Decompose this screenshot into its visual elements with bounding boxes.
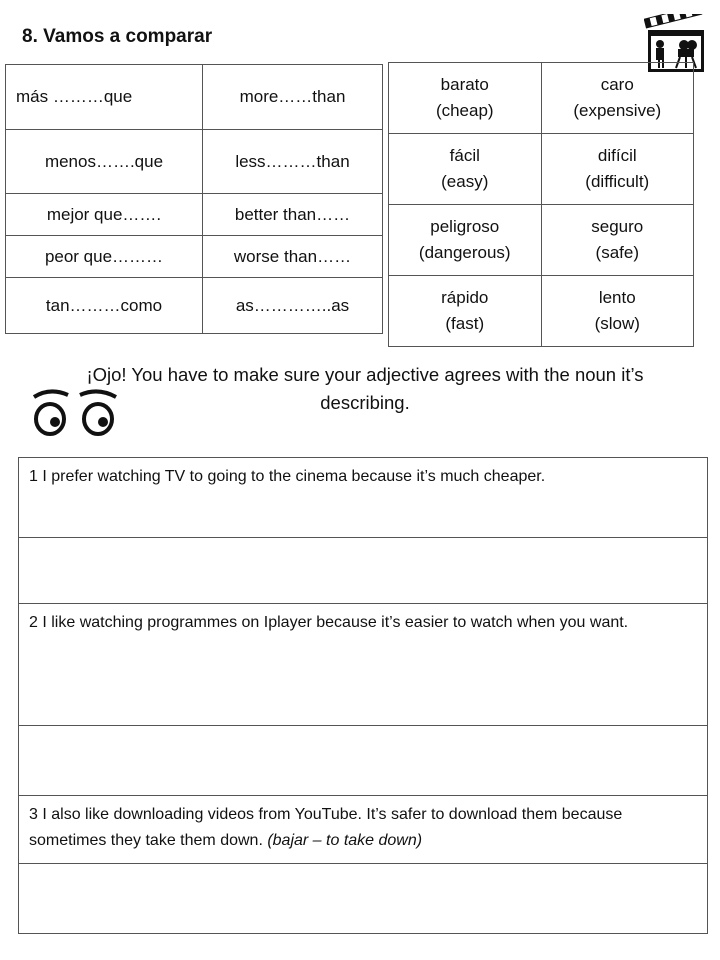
adjective-en: (easy) xyxy=(441,172,489,191)
worksheet-title: 8. Vamos a comparar xyxy=(22,26,213,47)
answer-box[interactable] xyxy=(19,726,708,796)
adjective-cell xyxy=(541,63,693,134)
adjective-cell xyxy=(389,205,542,276)
comparative-en: better than…… xyxy=(203,194,383,236)
comparatives-table xyxy=(5,64,383,334)
adjective-es: difícil xyxy=(597,146,637,165)
comparative-es: peor que……… xyxy=(6,236,203,278)
translation-exercises xyxy=(18,457,708,934)
exercise-prompt: 1 I prefer watching TV to going to the cinema because it’s much cheaper. xyxy=(19,458,708,538)
adjective-cell xyxy=(389,134,542,205)
adjective-en: (fast) xyxy=(445,314,485,333)
adjective-en: (safe) xyxy=(595,243,639,262)
comparative-es: más ………que xyxy=(6,65,203,130)
adjective-cell xyxy=(541,276,693,347)
adjective-cell xyxy=(541,205,693,276)
comparative-en: as…………..as xyxy=(203,278,383,334)
adjective-en: (expensive) xyxy=(573,101,662,120)
adjective-en: (dangerous) xyxy=(418,243,511,262)
exercise-prompt xyxy=(19,796,708,864)
eyes-icon xyxy=(28,387,122,439)
adjective-cell xyxy=(389,63,542,134)
adjective-es: caro xyxy=(600,75,634,94)
adjective-es: barato xyxy=(440,75,489,94)
adjective-cell xyxy=(389,276,542,347)
adjective-en: (cheap) xyxy=(435,101,494,120)
adjective-en: (slow) xyxy=(594,314,640,333)
adjectives-table xyxy=(388,62,694,347)
adjective-es: fácil xyxy=(449,146,480,165)
adjective-es: rápido xyxy=(441,288,489,307)
comparative-es: tan………como xyxy=(6,278,203,334)
adjective-es: seguro xyxy=(591,217,644,236)
exercise-note: (bajar – to take down) xyxy=(267,832,423,849)
comparative-es: mejor que……. xyxy=(6,194,203,236)
exercise-prompt: 2 I like watching programmes on Iplayer because it’s easier to watch when you want. xyxy=(19,604,708,726)
comparative-en: less………than xyxy=(203,130,383,194)
comparative-en: more……than xyxy=(203,65,383,130)
adjective-en: (difficult) xyxy=(585,172,650,191)
comparative-en: worse than…… xyxy=(203,236,383,278)
adjective-cell xyxy=(541,134,693,205)
comparative-es: menos…….que xyxy=(6,130,203,194)
answer-box[interactable] xyxy=(19,864,708,934)
adjective-es: lento xyxy=(598,288,636,307)
exercise-text: 3 I also like downloading videos from YouTube. It’s safer to download them because sometimes they take them down. xyxy=(29,806,623,849)
answer-box[interactable] xyxy=(19,538,708,604)
adjective-es: peligroso xyxy=(430,217,500,236)
ojo-note: ¡Ojo! You have to make sure your adjective agrees with the noun it’s describing. xyxy=(86,364,644,413)
